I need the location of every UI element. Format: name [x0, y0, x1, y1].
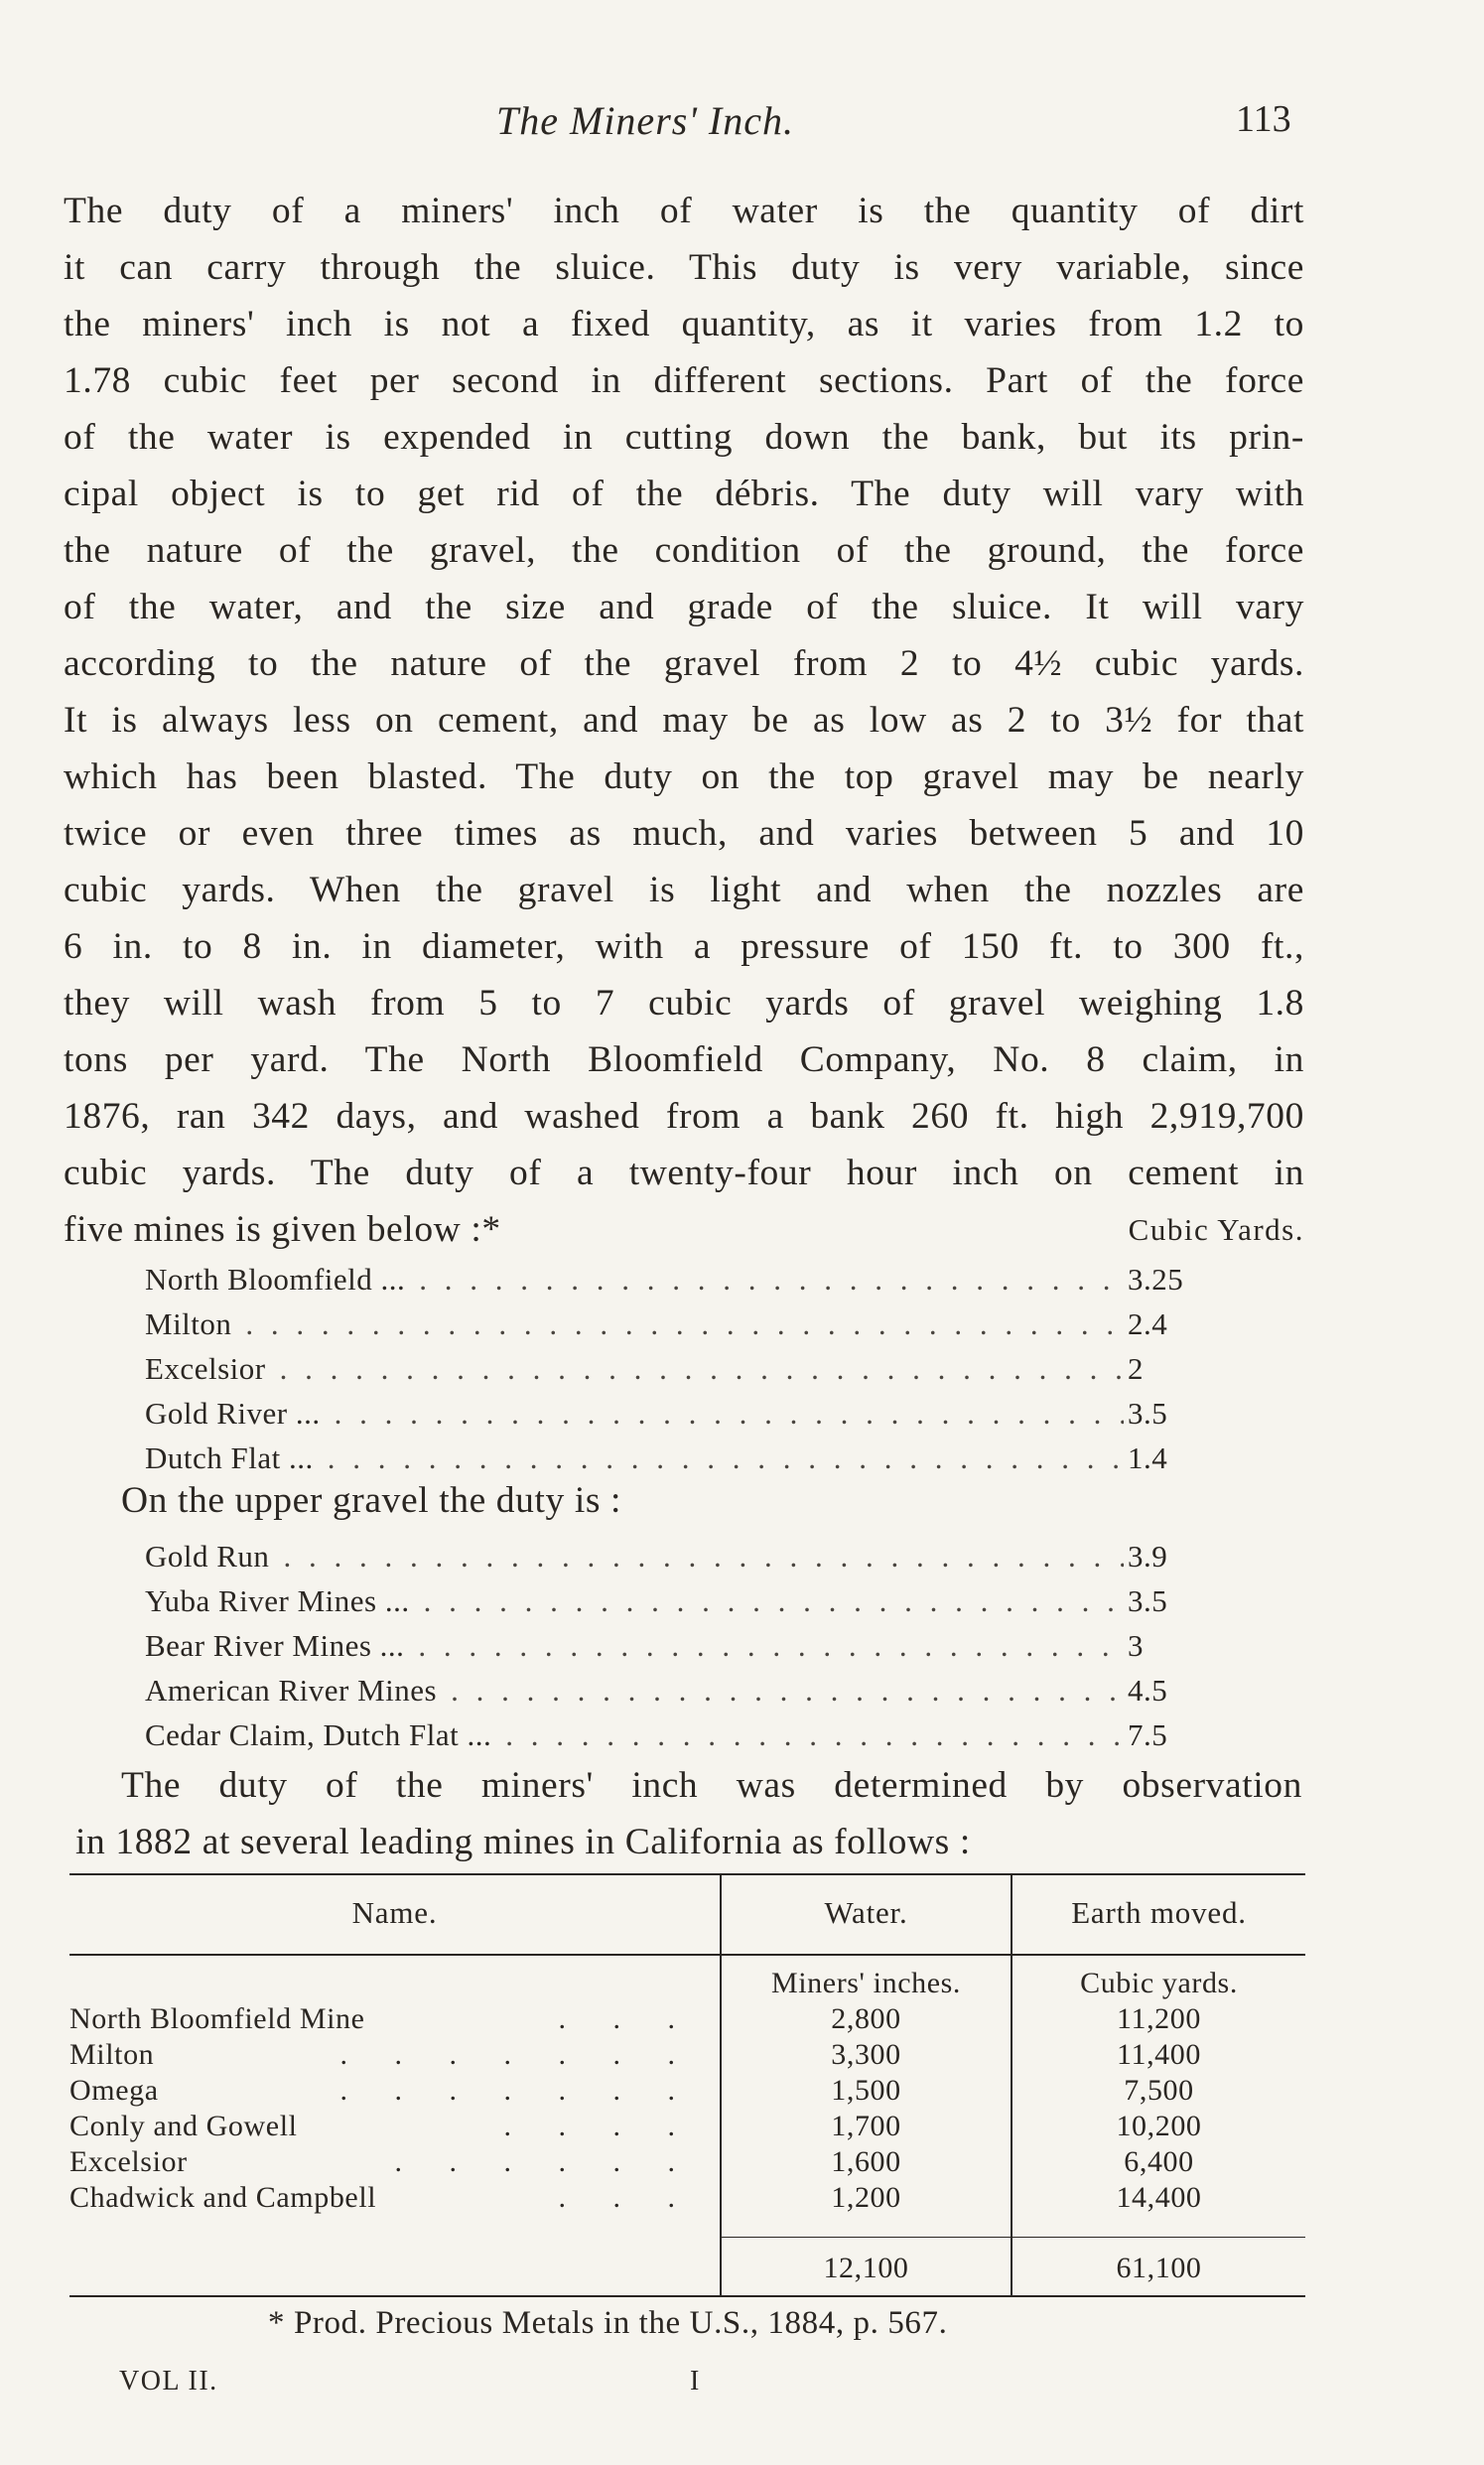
- duty-value: 3.25: [1128, 1262, 1184, 1297]
- mine-name: Excelsior: [69, 2145, 188, 2178]
- text-line: cubic yards. The duty of a twenty-four hour inch on cement in: [64, 1153, 1304, 1193]
- table-row: [69, 2037, 695, 2073]
- text-line: The duty of a miners' inch of water is the quantity of dirt: [64, 191, 1304, 231]
- leader-dots: [491, 1712, 1124, 1757]
- leader-dots: . . . . . . .: [339, 2038, 695, 2071]
- leader-dots: [321, 1391, 1124, 1436]
- text-line: 6 in. to 8 in. in diameter, with a pressure of 150 ft. to 300 ft.,: [64, 926, 1304, 967]
- list-item: [145, 1578, 1217, 1623]
- mine-name: Gold Run: [145, 1539, 270, 1574]
- duty-value: 2.4: [1128, 1306, 1168, 1341]
- paragraph-duty-intro: [64, 183, 1304, 1258]
- earth-value: 10,200: [1116, 2110, 1202, 2142]
- volume-signature: VOL II.: [119, 2366, 218, 2397]
- water-value: 3,300: [831, 2038, 901, 2071]
- duty-value: 3.9: [1128, 1539, 1168, 1574]
- duty-value: 3.5: [1128, 1396, 1168, 1431]
- text-line: 1876, ran 342 days, and washed from a bank 260 ft. high 2,919,700: [64, 1096, 1304, 1137]
- page-number: 113: [1236, 98, 1291, 140]
- water-value: 1,600: [831, 2145, 901, 2178]
- table-total-rule: [720, 2237, 1305, 2238]
- leader-dots: [269, 1534, 1124, 1578]
- water-total: 12,100: [823, 2252, 909, 2284]
- mine-name: North Bloomfield ...: [145, 1262, 406, 1297]
- list-item: [145, 1623, 1217, 1668]
- mine-name: North Bloomfield Mine: [69, 2002, 365, 2035]
- earth-value: 14,400: [1116, 2181, 1202, 2214]
- leader-dots: . . . .: [503, 2110, 695, 2142]
- text-line-with-heading: [64, 1201, 1304, 1258]
- list-item: [145, 1436, 1217, 1480]
- table-row: [69, 2073, 695, 2109]
- column-header-name: Name.: [351, 1895, 438, 1930]
- text-line: they will wash from 5 to 7 cubic yards of gravel weighing 1.8: [64, 983, 1304, 1024]
- mine-name: Dutch Flat ...: [145, 1440, 314, 1475]
- page-header: [0, 97, 1484, 157]
- table-row: [69, 2180, 695, 2216]
- cubic-yards-heading: Cubic Yards.: [1128, 1212, 1304, 1247]
- sheet-signature: I: [690, 2366, 700, 2397]
- earth-unit: Cubic yards.: [1080, 1967, 1238, 1999]
- text-line: cubic yards. When the gravel is light and when the nozzles are: [64, 870, 1304, 910]
- list-item: [145, 1534, 1217, 1578]
- cement-duty-list: [145, 1257, 1217, 1480]
- earth-value: 7,500: [1124, 2074, 1194, 2107]
- mines-duty-table: [69, 1873, 1305, 2297]
- duty-value: 3: [1128, 1628, 1144, 1663]
- table-row: [69, 2144, 695, 2180]
- duty-value: 7.5: [1128, 1717, 1168, 1752]
- mine-name: Milton: [145, 1306, 232, 1341]
- list-item: [145, 1668, 1217, 1712]
- duty-value: 2: [1128, 1351, 1144, 1386]
- mine-name: Omega: [69, 2074, 159, 2107]
- text-line: according to the nature of the gravel from 2 to 4½ cubic yards.: [64, 643, 1304, 684]
- mine-name: Chadwick and Campbell: [69, 2181, 377, 2214]
- footnote: * Prod. Precious Metals in the U.S., 1884, p. 567.: [268, 2305, 948, 2341]
- text-line: cipal object is to get rid of the débris. The duty will vary with: [64, 474, 1304, 514]
- earth-value: 11,400: [1117, 2038, 1201, 2071]
- earth-column: [1012, 1966, 1305, 2216]
- mine-name: Excelsior: [145, 1351, 266, 1386]
- text-line: which has been blasted. The duty on the top gravel may be nearly: [64, 756, 1304, 797]
- list-item: [145, 1346, 1217, 1391]
- mine-name: Yuba River Mines ...: [145, 1583, 410, 1618]
- leader-dots: . . . . . . .: [339, 2074, 695, 2107]
- leader-dots: [404, 1623, 1124, 1668]
- text-line: twice or even three times as much, and varies between 5 and 10: [64, 813, 1304, 854]
- text-line: the nature of the gravel, the condition of the ground, the force: [64, 530, 1304, 571]
- earth-value: 11,200: [1117, 2002, 1201, 2035]
- duty-value: 1.4: [1128, 1440, 1168, 1475]
- text-line: 1.78 cubic feet per second in different sections. Part of the force: [64, 360, 1304, 401]
- leader-dots: [231, 1301, 1124, 1346]
- duty-value: 3.5: [1128, 1583, 1168, 1618]
- earth-total: 61,100: [1116, 2252, 1202, 2284]
- mine-name: American River Mines: [145, 1673, 438, 1708]
- leader-dots: [405, 1257, 1124, 1301]
- table-row: [69, 2001, 695, 2037]
- upper-gravel-heading: On the upper gravel the duty is :: [121, 1480, 622, 1521]
- text-line: of the water, and the size and grade of the sluice. It will vary: [64, 587, 1304, 627]
- column-header-water: Water.: [824, 1895, 908, 1930]
- text-line: the miners' inch is not a fixed quantity, as it varies from 1.2 to: [64, 304, 1304, 344]
- text-line: it can carry through the sluice. This duty is very variable, since: [64, 247, 1304, 288]
- leader-dots: [437, 1668, 1124, 1712]
- mine-name: Cedar Claim, Dutch Flat ...: [145, 1717, 492, 1752]
- running-title: The Miners' Inch.: [496, 98, 794, 143]
- leader-dots: . . .: [558, 2002, 695, 2035]
- water-value: 2,800: [831, 2002, 901, 2035]
- water-value: 1,200: [831, 2181, 901, 2214]
- text-line: It is always less on cement, and may be as low as 2 to 3½ for that: [64, 700, 1304, 741]
- water-value: 1,700: [831, 2110, 901, 2142]
- paragraph-observation: [75, 1757, 1302, 1870]
- text-line: The duty of the miners' inch was determined by observation: [121, 1765, 1302, 1806]
- mine-name: Conly and Gowell: [69, 2110, 298, 2142]
- text-line: of the water is expended in cutting down the bank, but its prin-: [64, 417, 1304, 458]
- leader-dots: . . .: [558, 2181, 695, 2214]
- table-row: [69, 2109, 695, 2144]
- mine-name: Milton: [69, 2038, 155, 2071]
- duty-value: 4.5: [1128, 1673, 1168, 1708]
- mine-name: Bear River Mines ...: [145, 1628, 405, 1663]
- leader-dots: [266, 1346, 1124, 1391]
- list-item: [145, 1257, 1217, 1301]
- leader-dots: . . . . . .: [394, 2145, 695, 2178]
- name-column: [69, 2001, 695, 2216]
- earth-value: 6,400: [1124, 2145, 1194, 2178]
- water-unit: Miners' inches.: [770, 1967, 962, 1999]
- text-line: tons per yard. The North Bloomfield Company, No. 8 claim, in: [64, 1039, 1304, 1080]
- water-column: [722, 1966, 1011, 2216]
- text-line: in 1882 at several leading mines in California as follows :: [75, 1822, 971, 1862]
- upper-gravel-duty-list: [145, 1534, 1217, 1757]
- mine-name: Gold River ...: [145, 1396, 321, 1431]
- leader-dots: [314, 1436, 1124, 1480]
- text-line: five mines is given below :*: [64, 1209, 501, 1250]
- list-item: [145, 1391, 1217, 1436]
- water-value: 1,500: [831, 2074, 901, 2107]
- list-item: [145, 1301, 1217, 1346]
- column-header-earth: Earth moved.: [1071, 1895, 1247, 1930]
- leader-dots: [410, 1578, 1124, 1623]
- table-top-rule: [69, 1873, 1305, 1875]
- list-item: [145, 1712, 1217, 1757]
- table-bottom-rule: [69, 2295, 1305, 2297]
- table-header-rule: [69, 1954, 1305, 1956]
